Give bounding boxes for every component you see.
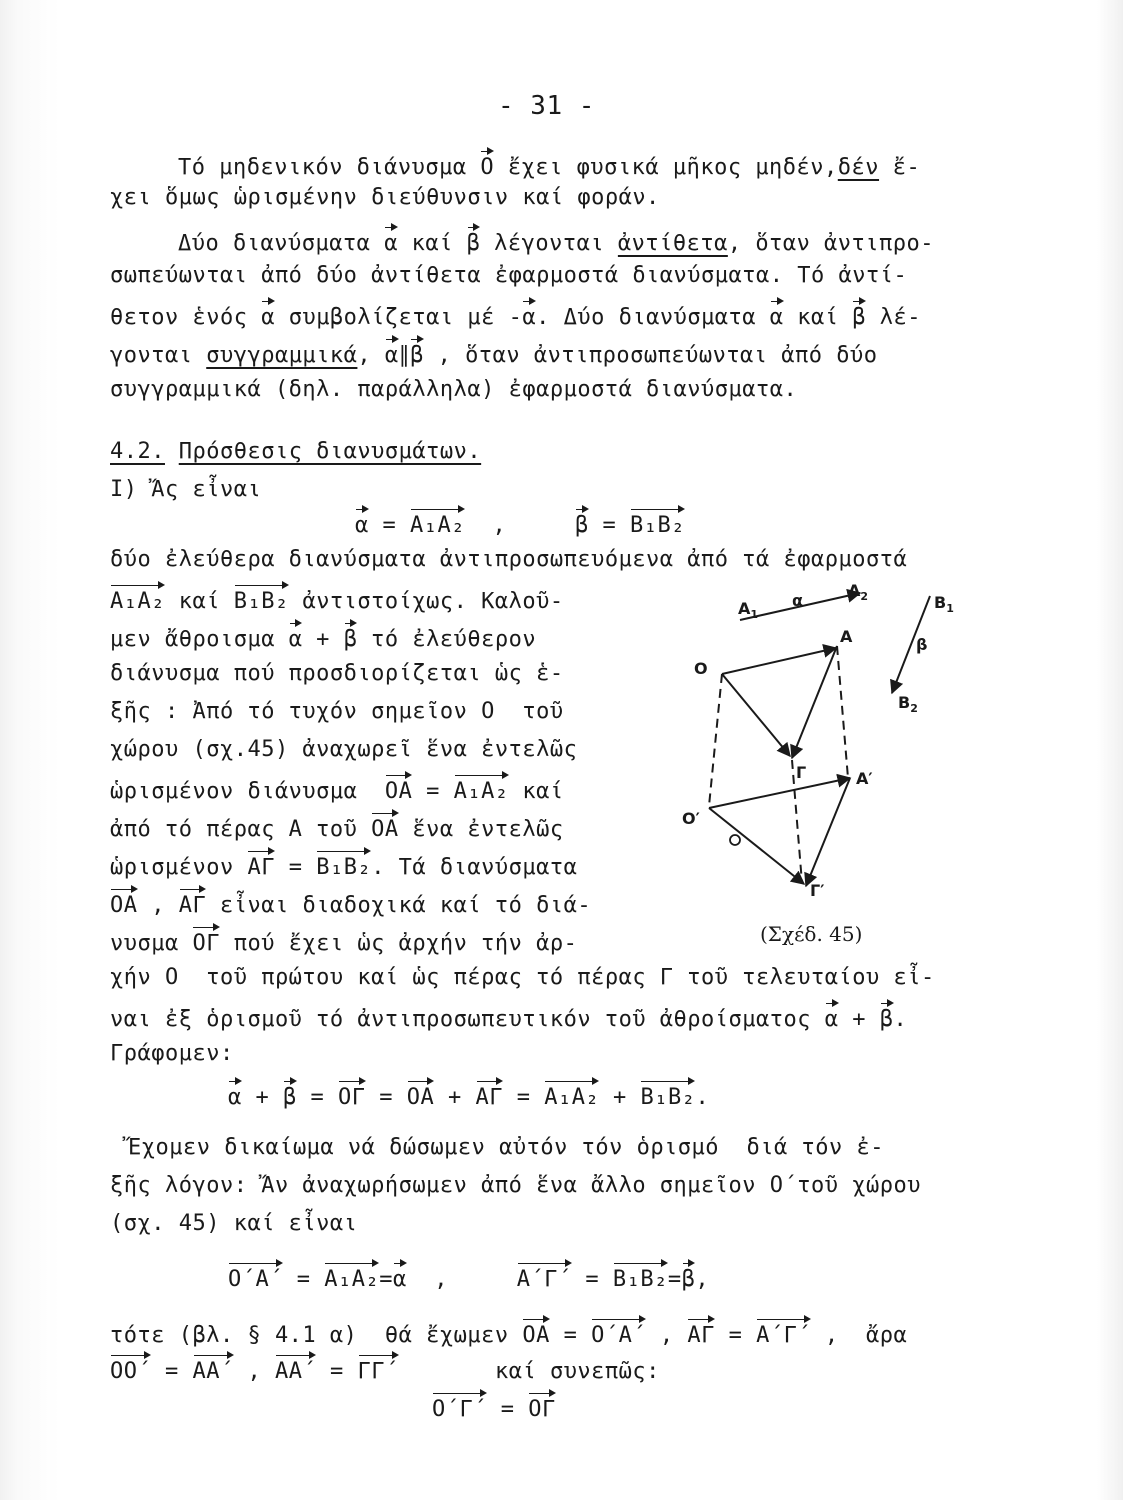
section-number: 4.2.	[110, 439, 165, 464]
vector-b1b2: B₁B₂	[613, 1262, 668, 1294]
vector-oa: OA	[371, 812, 399, 844]
text: ,	[137, 893, 179, 918]
label-a: A	[840, 627, 853, 646]
part-1-line-13	[110, 926, 577, 958]
vector-op-ap-arrow	[709, 778, 850, 808]
label-a1: $A_1$	[738, 599, 759, 621]
vector-op-ap: O΄A΄	[228, 1262, 283, 1294]
vector-og: OΓ	[338, 1080, 366, 1112]
left-page-edge	[0, 0, 60, 1500]
figure-labels	[682, 581, 954, 900]
vector-o-op: OO΄	[110, 1354, 151, 1386]
text: πού ἔχει ὡς ἀρχήν τήν ἀρ-	[219, 931, 578, 956]
paragraph-2-line-3	[110, 300, 921, 332]
text: ,	[646, 1323, 688, 1348]
text: τότε (βλ. § 4.1 α) θά ἔχωμεν	[110, 1323, 523, 1348]
text: καί	[508, 779, 564, 804]
text: συμβολίζεται μέ -	[274, 305, 523, 330]
vector-a1a2: A₁A₂	[410, 508, 465, 540]
text: , ὅταν ἀντιπροσωπεύωνται ἀπό δύο	[423, 343, 878, 368]
section-title: Πρόσθεσις διανυσμάτων.	[178, 439, 482, 464]
vector-beta: β	[852, 300, 866, 332]
separator: ,	[464, 513, 575, 538]
vector-oa: OA	[110, 888, 138, 920]
part-2-line-5	[110, 1318, 907, 1350]
vector-alpha: α	[228, 1080, 242, 1112]
vector-b1b2: B₁B₂	[316, 850, 371, 882]
paragraph-2-line-4	[110, 338, 878, 370]
vector-ap-gp-arrow	[806, 778, 850, 886]
text: .	[695, 1085, 710, 1110]
part-1-line-14: χήν O τοῦ πρώτου καί ὡς πέρας τό πέρας Γ τοῦ τελευταίου εἶ-	[110, 965, 935, 990]
underlined-word: δέν	[837, 155, 880, 180]
vector-og: OΓ	[192, 926, 220, 958]
vector-beta: β	[467, 226, 481, 258]
part-1-line-12	[110, 888, 591, 920]
vector-a-ap: AA΄	[193, 1354, 234, 1386]
equals: =	[296, 1085, 338, 1110]
label-gp: Γ′	[810, 881, 825, 900]
plus: +	[241, 1085, 283, 1110]
vector-beta: β	[283, 1080, 297, 1112]
dashed-a-ap	[837, 646, 848, 778]
vector-a-ap: AA΄	[275, 1354, 316, 1386]
vector-beta: β	[410, 338, 424, 370]
small-circle-mark	[730, 835, 740, 845]
text: γονται	[110, 343, 207, 368]
text: Δύο διανύσματα	[178, 231, 385, 256]
equation-prime: O΄A΄ = A₁A₂=α , A΄Γ΄ = B₁B₂=β,	[228, 1262, 709, 1294]
part-2-line-3: (σχ. 45) καί εἶναι	[110, 1211, 358, 1236]
text: ἔχει φυσικά μῆκος μηδέν,	[494, 155, 838, 180]
vector-ag: AΓ	[687, 1318, 715, 1350]
part-1-line-10	[110, 812, 564, 844]
vector-alpha: α	[522, 300, 536, 332]
vector-og: OΓ	[528, 1392, 556, 1424]
text: λέ-	[866, 305, 922, 330]
dashed-o-op	[709, 674, 722, 806]
vector-a1a2: A₁A₂	[110, 584, 165, 616]
text: θετον ἑνός	[110, 305, 262, 330]
part-1-line-11	[110, 850, 577, 882]
text: εἶναι διαδοχικά καί τό διά-	[206, 893, 592, 918]
paragraph-2-line-5: συγγραμμικά (δηλ. παράλληλα) ἐφαρμοστά διανύσματα.	[110, 377, 798, 402]
sum-equation	[228, 1080, 709, 1112]
vector-ag-arrow	[792, 646, 837, 758]
vector-oa: OA	[407, 1080, 435, 1112]
text: καί	[397, 231, 467, 256]
text: ὡρισμένον	[110, 855, 248, 880]
vector-a1a2: A₁A₂	[324, 1262, 379, 1294]
part-1-line-3: δύο ἐλεύθερα διανύσματα ἀντιπροσωπευόμενα ἀπό τά ἐφαρμοστά	[110, 547, 908, 572]
equals: =	[316, 1359, 358, 1384]
equals: =	[503, 1085, 545, 1110]
text: ἕνα ἐντελῶς	[398, 817, 564, 842]
text: καί	[783, 305, 853, 330]
text: τό ἐλεύθερον	[357, 627, 537, 652]
page-number: - 31 -	[498, 91, 595, 121]
equals: =	[571, 1267, 613, 1292]
vector-op-ap: O΄A΄	[591, 1318, 646, 1350]
equals: =	[151, 1359, 193, 1384]
text: ἀντιστοίχως. Καλοῦ-	[288, 589, 564, 614]
text: λέγονται	[480, 231, 618, 256]
text: ἀπό τό πέρας A τοῦ	[110, 817, 372, 842]
part-2-line-2: ξῆς λόγον: Ἄν ἀναχωρήσωμεν ἀπό ἕνα ἄλλο σημεῖον O΄τοῦ χώρου	[110, 1173, 921, 1198]
vector-ap-gp: A΄Γ΄	[756, 1318, 811, 1350]
equals: =	[588, 513, 630, 538]
text: ἔ-	[879, 155, 921, 180]
equals: =	[549, 1323, 592, 1348]
label-a2: $A_2$	[848, 581, 869, 603]
paragraph-1-line-1	[178, 150, 920, 182]
vector-beta: β	[344, 622, 358, 654]
part-2-line-1: Ἔχομεν δικαίωμα νά δώσωμεν αὐτόν τόν ὁρισμό διά τόν ἐ-	[128, 1135, 884, 1160]
vector-alpha: α	[261, 300, 275, 332]
vector-alpha: α	[384, 226, 398, 258]
equals: =	[412, 779, 454, 804]
part-1-line-9	[110, 774, 564, 806]
vector-alpha: α	[825, 1002, 839, 1034]
part-1-line-8: χώρου (σχ.45) ἀναχωρεῖ ἕνα ἐντελῶς	[110, 737, 578, 762]
vector-alpha: α	[289, 622, 303, 654]
vector-a1a2: A₁A₂	[454, 774, 509, 806]
part-1-line-16: Γράφομεν:	[110, 1041, 234, 1066]
label-op: O′	[682, 809, 700, 828]
vector-beta: β	[575, 508, 589, 540]
text: καί συνεπῶς:	[398, 1359, 660, 1384]
vector-ag: AΓ	[247, 850, 275, 882]
text: ,	[233, 1359, 275, 1384]
label-g: Γ	[796, 763, 807, 782]
text: , ἄρα	[811, 1323, 908, 1348]
vector-og-arrow	[722, 674, 790, 756]
vector-oa: OA	[522, 1318, 550, 1350]
label-b2: $B_2$	[898, 693, 918, 715]
vector-beta: β	[682, 1262, 696, 1294]
plus: +	[302, 627, 344, 652]
text: ,	[357, 343, 385, 368]
label-o: O	[694, 659, 708, 678]
equals: =	[282, 1267, 325, 1292]
vector-alpha: α	[385, 338, 399, 370]
vector-zero: O	[480, 150, 494, 182]
right-page-edge	[1097, 0, 1123, 1500]
equals: =	[368, 513, 410, 538]
term-antithetic: ἀντίθετα	[617, 231, 728, 256]
text: . Τά διανύσματα	[371, 855, 578, 880]
vector-alpha: α	[393, 1262, 407, 1294]
plus: +	[599, 1085, 641, 1110]
vector-g-gp: ΓΓ΄	[358, 1354, 399, 1386]
equation-alpha-beta	[355, 508, 685, 540]
separator: ,	[406, 1267, 517, 1292]
text: καί	[164, 589, 234, 614]
text: .	[893, 1007, 908, 1032]
vector-beta: β	[880, 1002, 894, 1034]
equals: =	[486, 1397, 529, 1422]
part-1-line-6: διάνυσμα πού προσδιορίζεται ὡς ἑ-	[110, 661, 564, 686]
equals: =	[274, 855, 317, 880]
part-1-line-7: ξῆς : Ἀπό τό τυχόν σημεῖον O τοῦ	[110, 699, 564, 724]
section-heading	[110, 438, 481, 466]
vector-a1a2: A₁A₂	[544, 1080, 599, 1112]
part-1-line-15	[110, 1002, 907, 1034]
vector-alpha: α	[355, 508, 369, 540]
vector-b1b2: B₁B₂	[640, 1080, 695, 1112]
equals: =	[714, 1323, 757, 1348]
part-2-line-6	[110, 1354, 660, 1386]
paragraph-2-line-2: σωπεύωνται ἀπό δύο ἀντίθετα ἐφαρμοστά διανύσματα. Τό ἀντί-	[110, 263, 908, 288]
plus: +	[838, 1007, 880, 1032]
vector-oa: OA	[385, 774, 413, 806]
text: ναι ἐξ ὁρισμοῦ τό ἀντιπροσωπευτικόν τοῦ ἀθροίσματος	[110, 1007, 825, 1032]
label-ap: A′	[856, 769, 873, 788]
paragraph-1-line-2: χει ὅμως ὡρισμένην διεύθυνσιν καί φοράν.	[110, 185, 660, 210]
vector-ap-gp: A΄Γ΄	[517, 1262, 572, 1294]
text: μεν ἄθροισμα	[110, 627, 289, 652]
text: ὡρισμένον διάνυσμα	[110, 779, 385, 804]
vector-b1b2: B₁B₂	[234, 584, 289, 616]
vector-ag: AΓ	[179, 888, 207, 920]
text: Τό μηδενικόν διάνυσμα	[178, 155, 481, 180]
parallel-symbol: ∥	[398, 343, 411, 368]
vector-b1b2: B₁B₂	[630, 508, 685, 540]
part-1-intro: I) Ἄς εἶναι	[110, 477, 262, 502]
label-b1: $B_1$	[934, 593, 954, 615]
text: . Δύο διανύσματα	[536, 305, 770, 330]
vector-op-gp: O΄Γ΄	[432, 1392, 487, 1424]
vector-op-gp-arrow	[709, 808, 804, 884]
part-1-line-4	[110, 584, 564, 616]
part-1-line-5	[110, 622, 536, 654]
vector-addition-figure	[672, 578, 962, 918]
label-alpha: α	[792, 591, 803, 610]
term-collinear: συγγραμμικά	[206, 343, 358, 368]
vector-oa-arrow	[722, 648, 836, 674]
text: νυσμα	[110, 931, 193, 956]
paragraph-2-line-1	[178, 226, 934, 258]
equals: =	[365, 1085, 407, 1110]
label-beta: β	[916, 635, 928, 654]
vector-ag: AΓ	[476, 1080, 504, 1112]
figure-caption: (Σχέδ. 45)	[760, 922, 863, 946]
vector-alpha: α	[770, 300, 784, 332]
plus: +	[434, 1085, 476, 1110]
final-equation	[432, 1392, 556, 1424]
text: , ὅταν ἀντιπρο-	[727, 231, 935, 256]
